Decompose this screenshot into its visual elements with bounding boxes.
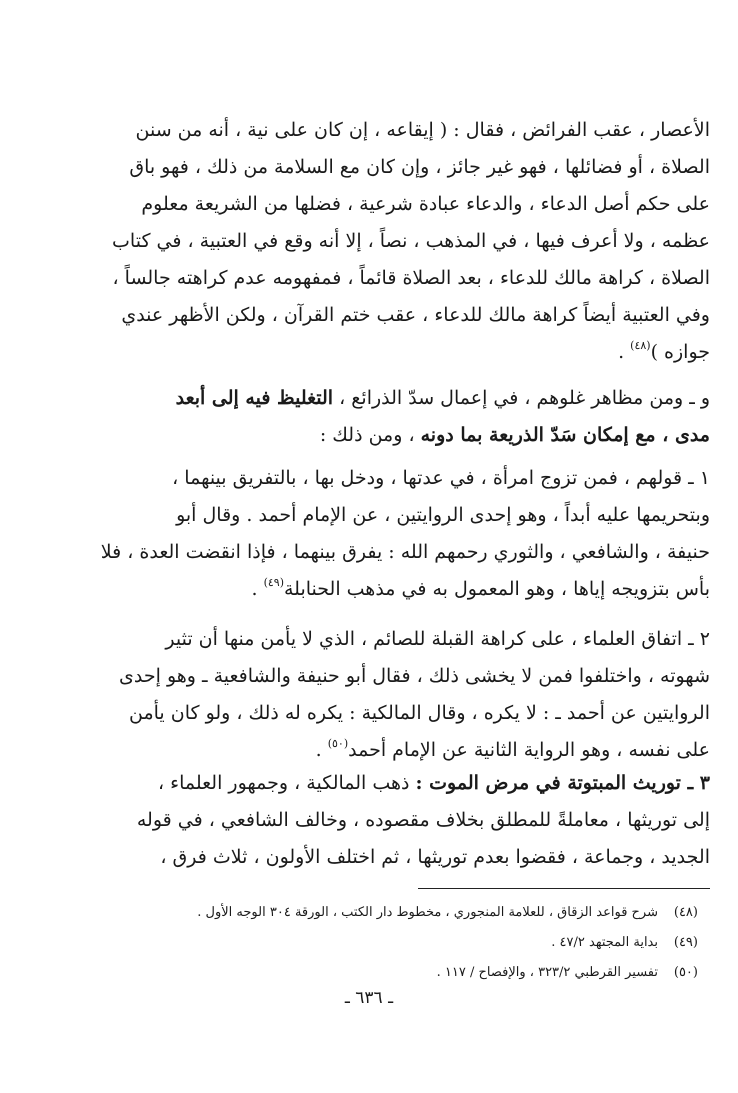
text-line: الصلاة ، كراهة مالك للدعاء ، بعد الصلاة قائماً ، فمفهومه عدم كراهته جالساً ، xyxy=(112,267,710,289)
paragraph-1 xyxy=(28,112,710,371)
text-segment: جوازه ) xyxy=(650,341,710,363)
paragraph-3 xyxy=(28,460,710,608)
text-line xyxy=(28,417,710,454)
text-line: ١ ـ قولهم ، فمن تزوج امرأة ، في عدتها ، ودخل بها ، بالتفريق بينهما ، xyxy=(172,467,710,489)
footnote-49 xyxy=(38,928,698,958)
text-segment: ذهب المالكية ، وجمهور العلماء ، xyxy=(157,772,416,794)
text-line: الأعصار ، عقب الفرائض ، فقال : ( إيقاعه ، إن كان على نية ، أنه من سنن xyxy=(135,119,710,141)
text-line: حنيفة ، والشافعي ، والثوري رحمهم الله : يفرق بينهما ، فإذا انقضت العدة ، فلا xyxy=(100,541,710,563)
footnote-text: شرح قواعد الزقاق ، للعلامة المنجوري ، مخطوط دار الكتب ، الورقة ٣٠٤ الوجه الأول . xyxy=(197,905,658,920)
text-segment: . xyxy=(315,739,328,761)
text-segment: ، ومن ذلك : xyxy=(319,424,421,446)
footnote-ref-50: (٥٠) xyxy=(327,737,349,750)
paragraph-2 xyxy=(28,380,710,454)
bold-text: مدى ، مع إمكان سَدّ الذريعة بما دونه xyxy=(420,424,710,446)
footnote-48 xyxy=(38,898,698,928)
footnote-number: (٥٠) xyxy=(673,965,698,980)
text-line xyxy=(28,334,710,371)
bold-text: ٣ ـ توريث المبتوتة في مرض الموت : xyxy=(415,772,710,794)
footnote-divider xyxy=(418,888,710,889)
bold-text: التغليظ فيه إلى أبعد xyxy=(175,387,334,409)
footnote-text: تفسير القرطبي ٣٢٣/٢ ، والإفصاح / ١١٧ . xyxy=(436,965,658,980)
text-line xyxy=(28,732,710,769)
footnote-text: بداية المجتهد ٤٧/٢ . xyxy=(551,935,658,950)
text-segment: . xyxy=(618,341,631,363)
text-segment: و ـ ومن مظاهر غلوهم ، في إعمال سدّ الذرائع ، xyxy=(333,387,710,409)
paragraph-4 xyxy=(28,621,710,769)
footnote-50 xyxy=(38,958,698,988)
text-line: ٢ ـ اتفاق العلماء ، على كراهة القبلة للصائم ، الذي لا يأمن منها أن تثير xyxy=(165,628,710,650)
text-segment: بأس بتزويجه إياها ، وهو المعمول به في مذهب الحنابلة xyxy=(283,578,710,600)
text-line xyxy=(28,765,710,802)
text-line: الصلاة ، أو فضائلها ، فهو غير جائز ، وإن كان مع السلامة من ذلك ، فهو باق xyxy=(129,156,710,178)
page-number: ـ ٦٣٦ ـ xyxy=(344,988,394,1008)
text-segment: على نفسه ، وهو الرواية الثانية عن الإمام أحمد xyxy=(348,739,710,761)
text-line xyxy=(28,380,710,417)
footnote-number: (٤٩) xyxy=(673,935,698,950)
text-line: الروايتين عن أحمد ـ : لا يكره ، وقال المالكية : يكره له ذلك ، ولو كان يأمن xyxy=(128,702,710,724)
text-line xyxy=(28,571,710,608)
text-line: وفي العتبية أيضاً كراهة مالك للدعاء ، عقب ختم القرآن ، ولكن الأظهر عندي xyxy=(121,304,710,326)
text-line: إلى توريثها ، معاملةً للمطلق بخلاف مقصوده ، وخالف الشافعي ، في قوله xyxy=(136,809,710,831)
text-line: الجديد ، وجماعة ، فقضوا بعدم توريثها ، ثم اختلف الأولون ، ثلاث فرق ، xyxy=(160,846,710,868)
text-line: عظمه ، ولا أعرف فيها ، في المذهب ، نصاً ، إلا أنه وقع في العتبية ، في كتاب xyxy=(112,230,710,252)
footnote-ref-48: (٤٨) xyxy=(630,339,651,352)
footnote-number: (٤٨) xyxy=(673,905,698,920)
footnote-ref-49: (٤٩) xyxy=(263,576,284,589)
footnotes xyxy=(38,898,698,988)
text-segment: . xyxy=(251,578,264,600)
text-line: على حكم أصل الدعاء ، والدعاء عبادة شرعية ، فضلها من الشريعة معلوم xyxy=(141,193,710,215)
paragraph-5 xyxy=(28,765,710,876)
text-line: وبتحريمها عليه أبداً ، وهو إحدى الروايتين ، عن الإمام أحمد . وقال أبو xyxy=(176,504,710,526)
text-line: شهوته ، واختلفوا فمن لا يخشى ذلك ، فقال أبو حنيفة والشافعية ـ وهو إحدى xyxy=(119,665,710,687)
